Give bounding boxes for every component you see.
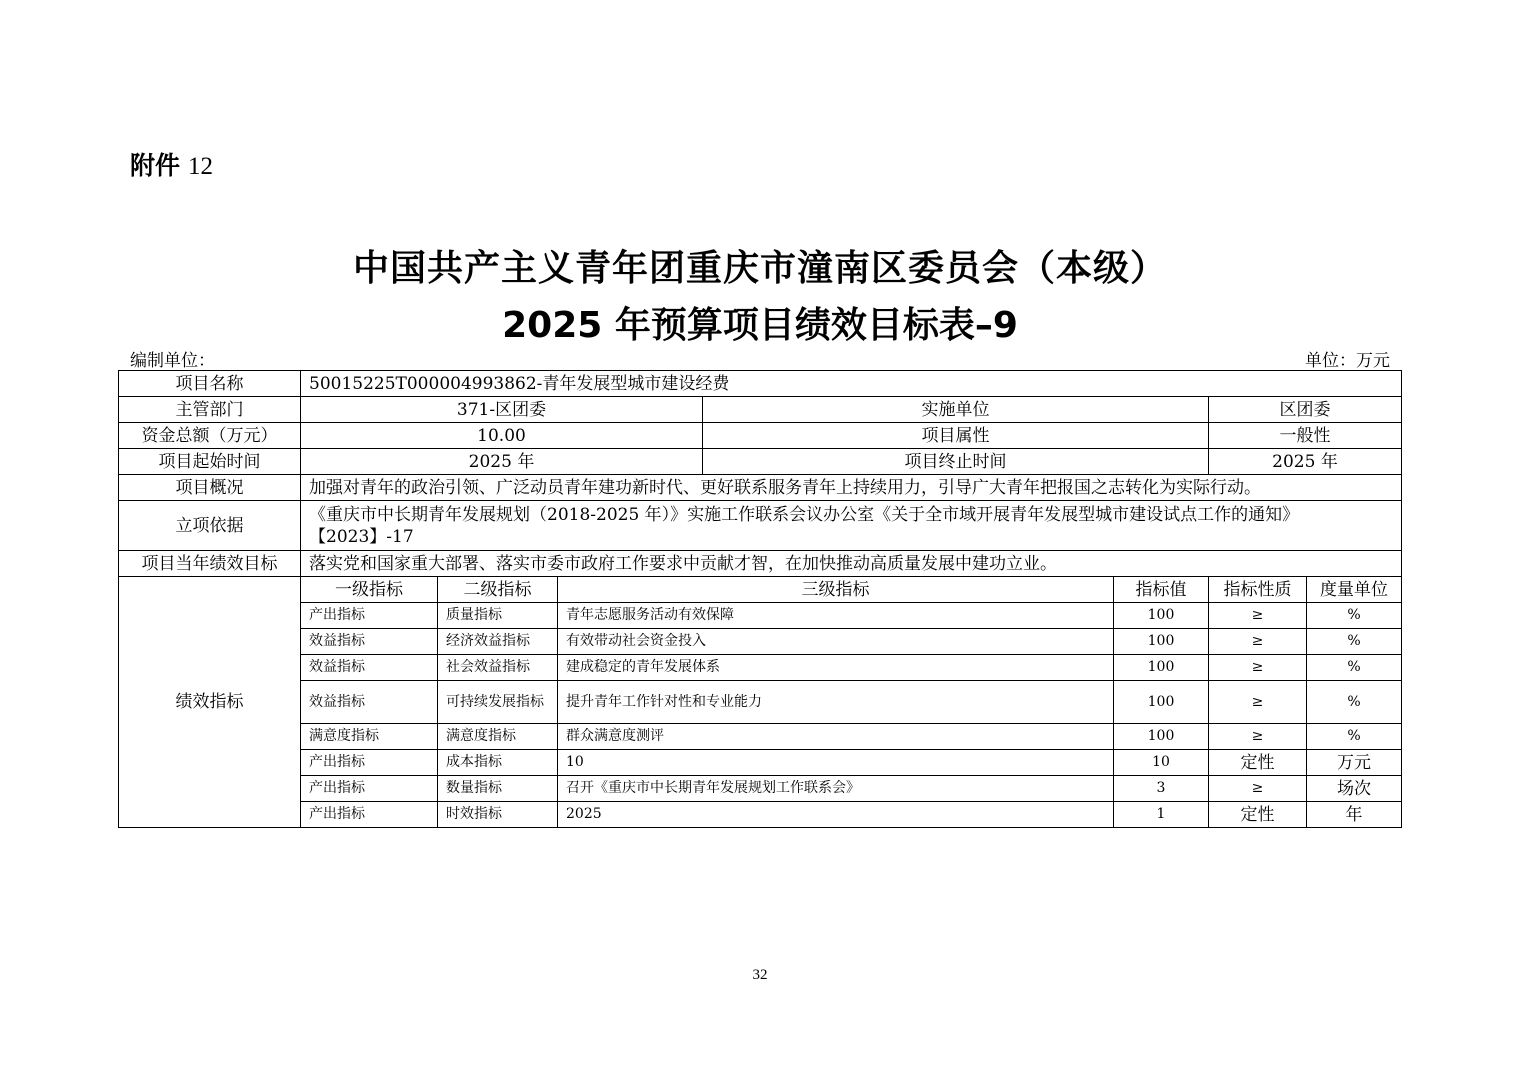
compiling-unit-label: 编制单位： (130, 351, 215, 371)
header-level1: 一级指标 (301, 577, 438, 603)
level2-cell: 经济效益指标 (438, 629, 558, 655)
table-row (119, 776, 1402, 802)
level1-cell: 效益指标 (301, 629, 438, 655)
impl-unit-value: 区团委 (1209, 397, 1402, 423)
nature-cell: ≥ (1209, 776, 1307, 802)
end-label: 项目终止时间 (703, 449, 1209, 475)
end-value: 2025 年 (1209, 449, 1402, 475)
level3-cell: 有效带动社会资金投入 (558, 629, 1114, 655)
level3-cell: 召开《重庆市中长期青年发展规划工作联系会》 (558, 776, 1114, 802)
table-row (119, 802, 1402, 828)
header-level2: 二级指标 (438, 577, 558, 603)
performance-target-table (118, 370, 1402, 828)
nature-cell: ≥ (1209, 603, 1307, 629)
value-cell: 100 (1114, 724, 1209, 750)
value-cell: 1 (1114, 802, 1209, 828)
project-name-label: 项目名称 (119, 371, 301, 397)
level1-cell: 效益指标 (301, 681, 438, 724)
row-goal (119, 551, 1402, 577)
value-cell: 100 (1114, 655, 1209, 681)
row-basis (119, 501, 1402, 551)
page-number: 32 (752, 967, 768, 983)
nature-cell: 定性 (1209, 802, 1307, 828)
level3-cell: 2025 (558, 802, 1114, 828)
level2-cell: 可持续发展指标 (438, 681, 558, 724)
row-fund (119, 423, 1402, 449)
document-title-line2: 2025 年预算项目绩效目标表–9 (502, 305, 1018, 346)
start-value: 2025 年 (301, 449, 703, 475)
row-project-name (119, 371, 1402, 397)
nature-cell: ≥ (1209, 681, 1307, 724)
value-cell: 100 (1114, 629, 1209, 655)
level1-cell: 满意度指标 (301, 724, 438, 750)
document-title-line1: 中国共产主义青年团重庆市潼南区委员会（本级） (352, 248, 1167, 289)
attr-label: 项目属性 (703, 423, 1209, 449)
fund-label: 资金总额（万元） (119, 423, 301, 449)
attachment-label: 附件 12 (130, 151, 214, 180)
start-label: 项目起始时间 (119, 449, 301, 475)
value-cell: 100 (1114, 681, 1209, 724)
table-row (119, 655, 1402, 681)
unit-cell: % (1307, 655, 1402, 681)
unit-cell: % (1307, 629, 1402, 655)
level1-cell: 产出指标 (301, 750, 438, 776)
dept-label: 主管部门 (119, 397, 301, 423)
indicators-section-label: 绩效指标 (119, 577, 301, 828)
level3-cell: 提升青年工作针对性和专业能力 (558, 681, 1114, 724)
unit-cell: 年 (1307, 802, 1402, 828)
value-cell: 10 (1114, 750, 1209, 776)
project-name-value: 50015225T000004993862-青年发展型城市建设经费 (301, 371, 1402, 397)
unit-cell: 场次 (1307, 776, 1402, 802)
value-cell: 3 (1114, 776, 1209, 802)
row-overview (119, 475, 1402, 501)
goal-value: 落实党和国家重大部署、落实市委市政府工作要求中贡献才智，在加快推动高质量发展中建功立业。 (301, 551, 1402, 577)
unit-cell: % (1307, 603, 1402, 629)
table-row (119, 750, 1402, 776)
goal-label: 项目当年绩效目标 (119, 551, 301, 577)
overview-label: 项目概况 (119, 475, 301, 501)
nature-cell: ≥ (1209, 655, 1307, 681)
level1-cell: 产出指标 (301, 776, 438, 802)
dept-value: 371-区团委 (301, 397, 703, 423)
nature-cell: ≥ (1209, 629, 1307, 655)
overview-value: 加强对青年的政治引领、广泛动员青年建功新时代、更好联系服务青年上持续用力，引导广大青年把报国之志转化为实际行动。 (301, 475, 1402, 501)
level3-cell: 群众满意度测评 (558, 724, 1114, 750)
level2-cell: 社会效益指标 (438, 655, 558, 681)
level2-cell: 质量指标 (438, 603, 558, 629)
level3-cell: 建成稳定的青年发展体系 (558, 655, 1114, 681)
header-level3: 三级指标 (558, 577, 1114, 603)
attr-value: 一般性 (1209, 423, 1402, 449)
nature-cell: ≥ (1209, 724, 1307, 750)
row-time (119, 449, 1402, 475)
basis-value: 《重庆市中长期青年发展规划（2018-2025 年）》实施工作联系会议办公室《关于全市域开展青年发展型城市建设试点工作的通知》【2023】-17 (301, 501, 1402, 551)
unit-cell: 万元 (1307, 750, 1402, 776)
level2-cell: 满意度指标 (438, 724, 558, 750)
level1-cell: 效益指标 (301, 655, 438, 681)
currency-unit-label: 单位：万元 (1305, 351, 1390, 371)
nature-cell: 定性 (1209, 750, 1307, 776)
fund-value: 10.00 (301, 423, 703, 449)
table-row (119, 603, 1402, 629)
level2-cell: 数量指标 (438, 776, 558, 802)
header-nature: 指标性质 (1209, 577, 1307, 603)
row-department (119, 397, 1402, 423)
header-unit: 度量单位 (1307, 577, 1402, 603)
level1-cell: 产出指标 (301, 802, 438, 828)
level3-cell: 10 (558, 750, 1114, 776)
attachment-number: 12 (188, 153, 214, 180)
table-row (119, 629, 1402, 655)
indicator-header-row (119, 577, 1402, 603)
level3-cell: 青年志愿服务活动有效保障 (558, 603, 1114, 629)
level1-cell: 产出指标 (301, 603, 438, 629)
table-row (119, 724, 1402, 750)
impl-unit-label: 实施单位 (703, 397, 1209, 423)
basis-label: 立项依据 (119, 501, 301, 551)
value-cell: 100 (1114, 603, 1209, 629)
table-row (119, 681, 1402, 724)
unit-cell: % (1307, 724, 1402, 750)
header-value: 指标值 (1114, 577, 1209, 603)
level2-cell: 成本指标 (438, 750, 558, 776)
unit-cell: % (1307, 681, 1402, 724)
level2-cell: 时效指标 (438, 802, 558, 828)
